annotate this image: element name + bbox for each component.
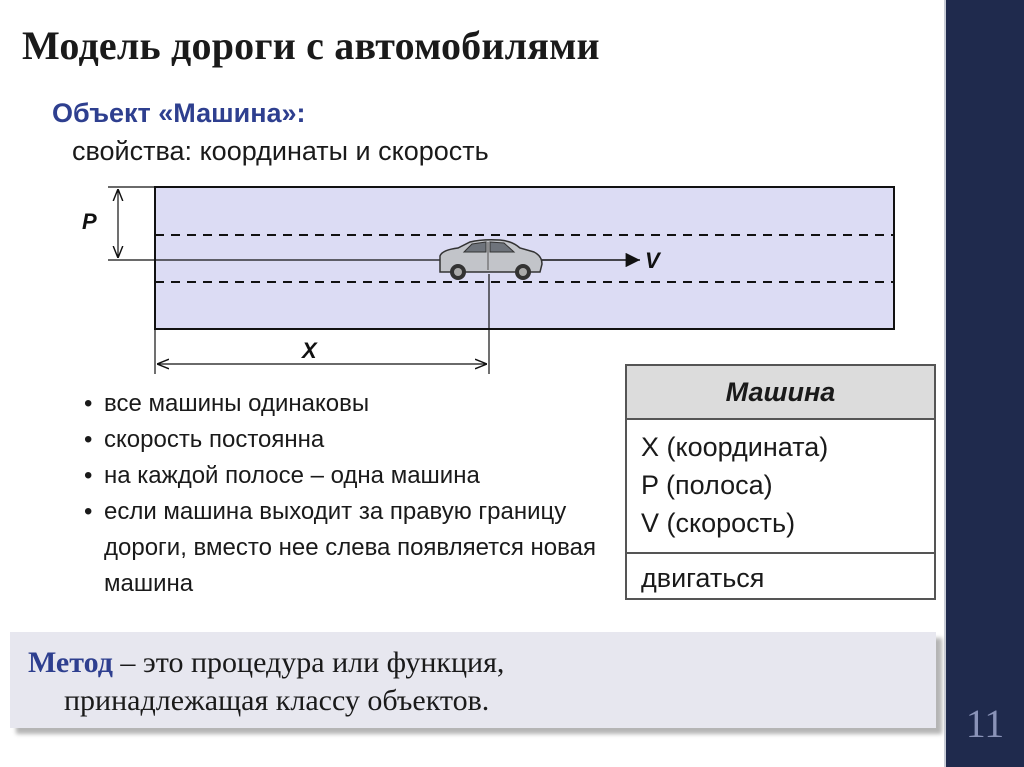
class-property: P (полоса) xyxy=(641,470,773,500)
definition-term: Метод xyxy=(28,646,113,679)
speed-label: V xyxy=(645,248,660,273)
list-item: • если машина выходит за правую границу дороги, вместо нее слева появляется новая машина xyxy=(84,494,624,602)
class-property: V (скорость) xyxy=(641,508,796,538)
definition-line-2: принадлежащая классу объектов. xyxy=(64,684,490,717)
assumption-list xyxy=(84,386,624,602)
definition-box xyxy=(10,632,936,728)
road-diagram xyxy=(0,0,944,380)
definition-line-1 xyxy=(28,646,504,680)
class-name: Машина xyxy=(627,366,934,420)
lane-label: P xyxy=(82,209,97,234)
class-method: двигаться xyxy=(641,563,765,593)
class-diagram xyxy=(625,364,936,600)
class-property: X (координата) xyxy=(641,432,829,462)
slide-number: 11 xyxy=(965,701,1005,746)
definition-text: – это процедура или функция, xyxy=(112,646,505,679)
list-item: • скорость постоянна xyxy=(84,422,624,458)
slide-title: Модель дороги с автомобилями xyxy=(22,23,600,68)
list-item: • все машины одинаковы xyxy=(84,386,624,422)
class-properties xyxy=(627,420,934,554)
object-heading: Объект «Машина»: xyxy=(52,98,306,128)
object-properties: свойства: координаты и скорость xyxy=(72,136,489,166)
list-item: • на каждой полосе – одна машина xyxy=(84,458,624,494)
class-methods xyxy=(627,554,934,602)
x-label: X xyxy=(302,338,317,363)
sidebar-bar xyxy=(946,0,1024,767)
